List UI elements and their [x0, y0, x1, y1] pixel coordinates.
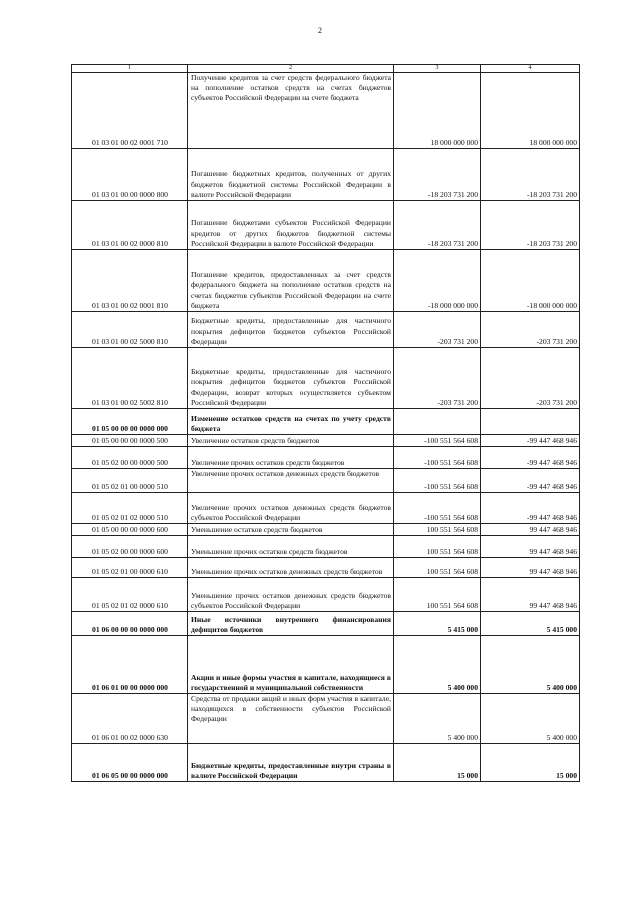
budget-code: 01 03 01 00 02 0000 810 — [72, 201, 188, 250]
table-row — [72, 558, 580, 578]
table-row — [72, 636, 580, 694]
table-row — [72, 493, 580, 524]
value-col3: 5 400 000 — [394, 636, 481, 694]
value-col3: -100 551 564 608 — [394, 435, 481, 447]
value-col4: 99 447 468 946 — [481, 536, 580, 558]
value-col4: -99 447 468 946 — [481, 469, 580, 493]
budget-code: 01 03 01 00 02 5002 810 — [72, 348, 188, 409]
value-col4: 99 447 468 946 — [481, 558, 580, 578]
value-col4: -18 203 731 200 — [481, 149, 580, 201]
value-col3: 100 551 564 608 — [394, 578, 481, 612]
page-number: 2 — [318, 26, 322, 35]
row-description: Увеличение прочих остатков средств бюджетов — [188, 447, 394, 469]
value-col4: 5 400 000 — [481, 636, 580, 694]
budget-code: 01 05 02 01 02 0000 610 — [72, 578, 188, 612]
value-col3: -203 731 200 — [394, 348, 481, 409]
budget-code: 01 03 01 00 02 0001 810 — [72, 250, 188, 312]
table-row — [72, 149, 580, 201]
value-col4: -99 447 468 946 — [481, 435, 580, 447]
value-col3: 100 551 564 608 — [394, 536, 481, 558]
table-row — [72, 744, 580, 782]
value-col4: 5 415 000 — [481, 612, 580, 636]
table-row — [72, 409, 580, 435]
table-row — [72, 250, 580, 312]
table-row — [72, 694, 580, 744]
row-description: Бюджетные кредиты, предоставленные для частичного покрытия дефицитов бюджетов субъектов Российской Федерации, возврат которых осуществляется субъектом Российской Федерации — [188, 348, 394, 409]
row-description: Бюджетные кредиты, предоставленные внутри страны в валюте Российской Федерации — [188, 744, 394, 782]
value-col4: 5 400 000 — [481, 694, 580, 744]
budget-code: 01 06 01 00 00 0000 000 — [72, 636, 188, 694]
column-header: 4 — [481, 65, 580, 73]
row-description: Средства от продажи акций и иных форм участия в капитале, находящихся в собственности субъектов Российской Федерации — [188, 694, 394, 744]
table-row — [72, 312, 580, 348]
table-row — [72, 469, 580, 493]
value-col4: -18 203 731 200 — [481, 201, 580, 250]
budget-code: 01 03 01 00 02 5000 810 — [72, 312, 188, 348]
budget-code: 01 03 01 00 00 0000 800 — [72, 149, 188, 201]
budget-code: 01 06 01 00 02 0000 630 — [72, 694, 188, 744]
row-description: Увеличение прочих остатков денежных средств бюджетов субъектов Российской Федерации — [188, 493, 394, 524]
value-col3: -18 203 731 200 — [394, 201, 481, 250]
row-description: Уменьшение прочих остатков денежных средств бюджетов — [188, 558, 394, 578]
value-col3: -100 551 564 608 — [394, 447, 481, 469]
value-col3: 5 415 000 — [394, 612, 481, 636]
value-col4: -203 731 200 — [481, 312, 580, 348]
value-col3: -18 000 000 000 — [394, 250, 481, 312]
value-col3: 5 400 000 — [394, 694, 481, 744]
value-col4: 99 447 468 946 — [481, 524, 580, 536]
budget-code: 01 05 00 00 00 0000 500 — [72, 435, 188, 447]
budget-code: 01 05 02 01 00 0000 510 — [72, 469, 188, 493]
row-description: Увеличение остатков средств бюджетов — [188, 435, 394, 447]
column-header: 2 — [188, 65, 394, 73]
row-description: Погашение бюджетных кредитов, полученных от других бюджетов бюджетной системы Российской Федерации в валюте Российской Федерации — [188, 149, 394, 201]
table-row — [72, 348, 580, 409]
value-col4: 15 000 — [481, 744, 580, 782]
value-col3: -18 203 731 200 — [394, 149, 481, 201]
row-description: Увеличение прочих остатков денежных средств бюджетов — [188, 469, 394, 493]
budget-code: 01 05 00 00 00 0000 000 — [72, 409, 188, 435]
value-col3: -203 731 200 — [394, 312, 481, 348]
table-row — [72, 435, 580, 447]
value-col4: 99 447 468 946 — [481, 578, 580, 612]
value-col3: -100 551 564 608 — [394, 469, 481, 493]
budget-code: 01 06 00 00 00 0000 000 — [72, 612, 188, 636]
table-row — [72, 524, 580, 536]
value-col4: -203 731 200 — [481, 348, 580, 409]
row-description: Иные источники внутреннего финансирования дефицитов бюджетов — [188, 612, 394, 636]
budget-sources-table — [71, 64, 580, 782]
row-description: Уменьшение прочих остатков денежных средств бюджетов субъектов Российской Федерации — [188, 578, 394, 612]
row-description: Уменьшение прочих остатков средств бюджетов — [188, 536, 394, 558]
value-col4: -99 447 468 946 — [481, 493, 580, 524]
value-col3: 15 000 — [394, 744, 481, 782]
table-row — [72, 536, 580, 558]
table-row — [72, 578, 580, 612]
budget-code: 01 05 02 01 02 0000 510 — [72, 493, 188, 524]
row-description: Уменьшение остатков средств бюджетов — [188, 524, 394, 536]
value-col4 — [481, 409, 580, 435]
table-row — [72, 201, 580, 250]
budget-code: 01 03 01 00 02 0001 710 — [72, 73, 188, 149]
value-col3: 100 551 564 608 — [394, 524, 481, 536]
column-number-row — [72, 65, 580, 73]
budget-code: 01 06 05 00 00 0000 000 — [72, 744, 188, 782]
value-col3 — [394, 409, 481, 435]
row-description: Изменение остатков средств на счетах по учету средств бюджета — [188, 409, 394, 435]
table-row — [72, 73, 580, 149]
row-description: Получение кредитов за счет средств федерального бюджета на пополнение остатков средств на счетах бюджетов субъектов Российской Федерации на счете бюджета — [188, 73, 394, 149]
table-row — [72, 612, 580, 636]
column-header: 1 — [72, 65, 188, 73]
value-col4: -99 447 468 946 — [481, 447, 580, 469]
budget-code: 01 05 02 00 00 0000 500 — [72, 447, 188, 469]
row-description: Погашение бюджетами субъектов Российской Федерации кредитов от других бюджетов бюджетной системы Российской Федерации в валюте Российской Федерации — [188, 201, 394, 250]
budget-code: 01 05 00 00 00 0000 600 — [72, 524, 188, 536]
value-col3: 18 000 000 000 — [394, 73, 481, 149]
budget-code: 01 05 02 00 00 0000 600 — [72, 536, 188, 558]
row-description: Погашение кредитов, предоставленных за счет средств федерального бюджета на пополнение остатков средств на счетах бюджетов субъектов Российской Федерации на счете бюджета — [188, 250, 394, 312]
value-col3: 100 551 564 608 — [394, 558, 481, 578]
value-col3: -100 551 564 608 — [394, 493, 481, 524]
value-col4: -18 000 000 000 — [481, 250, 580, 312]
table-row — [72, 447, 580, 469]
column-header: 3 — [394, 65, 481, 73]
row-description: Бюджетные кредиты, предоставленные для частичного покрытия дефицитов бюджетов субъектов Российской Федерации — [188, 312, 394, 348]
budget-code: 01 05 02 01 00 0000 610 — [72, 558, 188, 578]
value-col4: 18 000 000 000 — [481, 73, 580, 149]
row-description: Акции и иные формы участия в капитале, находящиеся в государственной и муниципальной собственности — [188, 636, 394, 694]
